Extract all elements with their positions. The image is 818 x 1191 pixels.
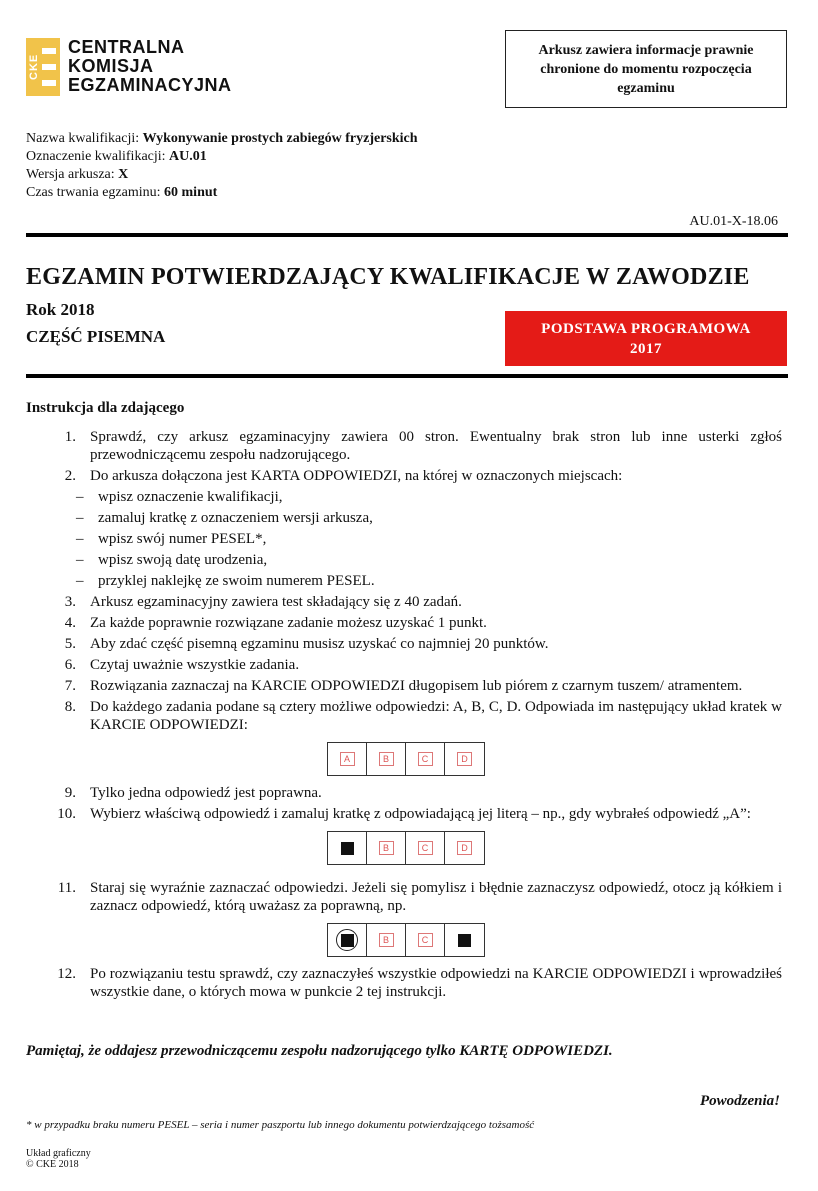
qualification-code: Oznaczenie kwalifikacji: AU.01 xyxy=(26,149,207,164)
logo-text xyxy=(68,38,232,95)
list-item: 11. Staraj się wyraźnie zaznaczać odpowiedzi. Jeżeli się pomylisz i błędnie zaznaczysz odpowiedź, otocz ją kółkiem i zaznacz odpowiedź, którą uważasz za poprawną, np. xyxy=(57,880,782,914)
divider xyxy=(26,374,788,378)
cke-logo-icon xyxy=(26,38,60,96)
list-item: 10. Wybierz właściwą odpowiedź i zamaluj kratkę z odpowiadającą jej literą – np., gdy wybrałeś odpowiedź „A”: xyxy=(57,806,751,822)
list-item: 5. Aby zdać część pisemną egzaminu musisz uzyskać co najmniej 20 punktów. xyxy=(64,636,549,652)
exam-title: EGZAMIN POTWIERDZAJĄCY KWALIFIKACJE W ZAWODZIE xyxy=(26,264,750,290)
badge-line-2: 2017 xyxy=(630,340,662,357)
list-item: 6. Czytaj uważnie wszystkie zadania. xyxy=(64,657,300,673)
list-item: 7. Rozwiązania zaznaczaj na KARCIE ODPOWIEDZI długopisem lub piórem z czarnym tuszem/ atramentem. xyxy=(64,678,743,694)
answer-box-d: D xyxy=(457,752,472,766)
sub-item: – wpisz swoją datę urodzenia, xyxy=(76,552,268,568)
answer-boxes-example xyxy=(327,742,485,776)
sub-item: – przyklej naklejkę ze swoim numerem PESEL. xyxy=(76,573,375,589)
good-luck-text: Powodzenia! xyxy=(699,1093,780,1109)
sub-item: – zamaluj kratkę z oznaczeniem wersji arkusza, xyxy=(76,510,373,526)
filled-box-icon xyxy=(458,934,471,947)
answer-box-b: B xyxy=(379,841,394,855)
cke-logo xyxy=(26,38,232,96)
answer-box-d: D xyxy=(457,841,472,855)
list-item: 9. Tylko jedna odpowiedź jest poprawna. xyxy=(64,785,322,801)
curriculum-badge xyxy=(505,311,787,366)
layout-credit: Układ graficzny © CKE 2018 xyxy=(26,1148,91,1170)
list-item: 12. Po rozwiązaniu testu sprawdź, czy zaznaczyłeś wszystkie odpowiedzi na KARCIE ODPOWIEDZI i wprowadziłeś wszystkie dane, o których mowa w punkcie 2 tej instrukcji. xyxy=(57,966,782,1000)
exam-part: CZĘŚĆ PISEMNA xyxy=(26,327,166,346)
answer-box-a: A xyxy=(340,752,355,766)
filled-box-icon xyxy=(341,842,354,855)
divider xyxy=(26,233,788,237)
exam-meta xyxy=(26,130,418,202)
list-item: 4. Za każde poprawnie rozwiązane zadanie możesz uzyskać 1 punkt. xyxy=(64,615,487,631)
answer-boxes-filled-example xyxy=(327,831,485,865)
sub-item: – wpisz swój numer PESEL*, xyxy=(76,531,267,547)
sheet-version: Wersja arkusza: X xyxy=(26,167,129,182)
logo-line-3: EGZAMINACYJNA xyxy=(68,75,232,95)
instructions-heading: Instrukcja dla zdającego xyxy=(26,400,185,416)
answer-boxes-correction-example xyxy=(327,923,485,957)
answer-box-b: B xyxy=(379,752,394,766)
answer-box-c: C xyxy=(418,841,433,855)
legal-notice-text: Arkusz zawiera informacje prawnie chronione do momentu rozpoczęcia egzaminu xyxy=(538,42,754,96)
sheet-code: AU.01-X-18.06 xyxy=(689,214,778,229)
list-item: 8. Do każdego zadania podane są cztery możliwe odpowiedzi: A, B, C, D. Odpowiada im następujący układ kratek w KARCIE ODPOWIEDZI: xyxy=(64,699,782,733)
legal-notice-box xyxy=(505,30,787,108)
logo-line-2: KOMISJA xyxy=(68,56,154,76)
reminder-text: Pamiętaj, że oddajesz przewodniczącemu zespołu nadzorującego tylko KARTĘ ODPOWIEDZI. xyxy=(26,1043,613,1059)
list-item: 2. Do arkusza dołączona jest KARTA ODPOWIEDZI, na której w oznaczonych miejscach: xyxy=(64,468,623,484)
answer-box-c: C xyxy=(418,933,433,947)
answer-box-b: B xyxy=(379,933,394,947)
answer-box-c: C xyxy=(418,752,433,766)
qualification-name: Nazwa kwalifikacji: Wykonywanie prostych zabiegów fryzjerskich xyxy=(26,131,418,146)
instructions-list xyxy=(26,428,782,1004)
list-item: 3. Arkusz egzaminacyjny zawiera test składający się z 40 zadań. xyxy=(64,594,462,610)
sub-item: – wpisz oznaczenie kwalifikacji, xyxy=(76,489,283,505)
logo-mark-text: CKE xyxy=(28,53,40,81)
footnote: * w przypadku braku numeru PESEL – seria i numer paszportu lub innego dokumentu potwierdzającego tożsamość xyxy=(26,1119,535,1131)
exam-year: Rok 2018 xyxy=(26,300,95,319)
badge-line-1: PODSTAWA PROGRAMOWA xyxy=(541,320,751,337)
logo-line-1: CENTRALNA xyxy=(68,37,185,57)
list-item: 1. Sprawdź, czy arkusz egzaminacyjny zawiera 00 stron. Ewentualny brak stron lub inne usterki zgłoś przewodniczącemu zespołu nadzorującego. xyxy=(64,429,782,463)
exam-duration: Czas trwania egzaminu: 60 minut xyxy=(26,185,218,200)
circled-box-icon xyxy=(336,929,358,951)
